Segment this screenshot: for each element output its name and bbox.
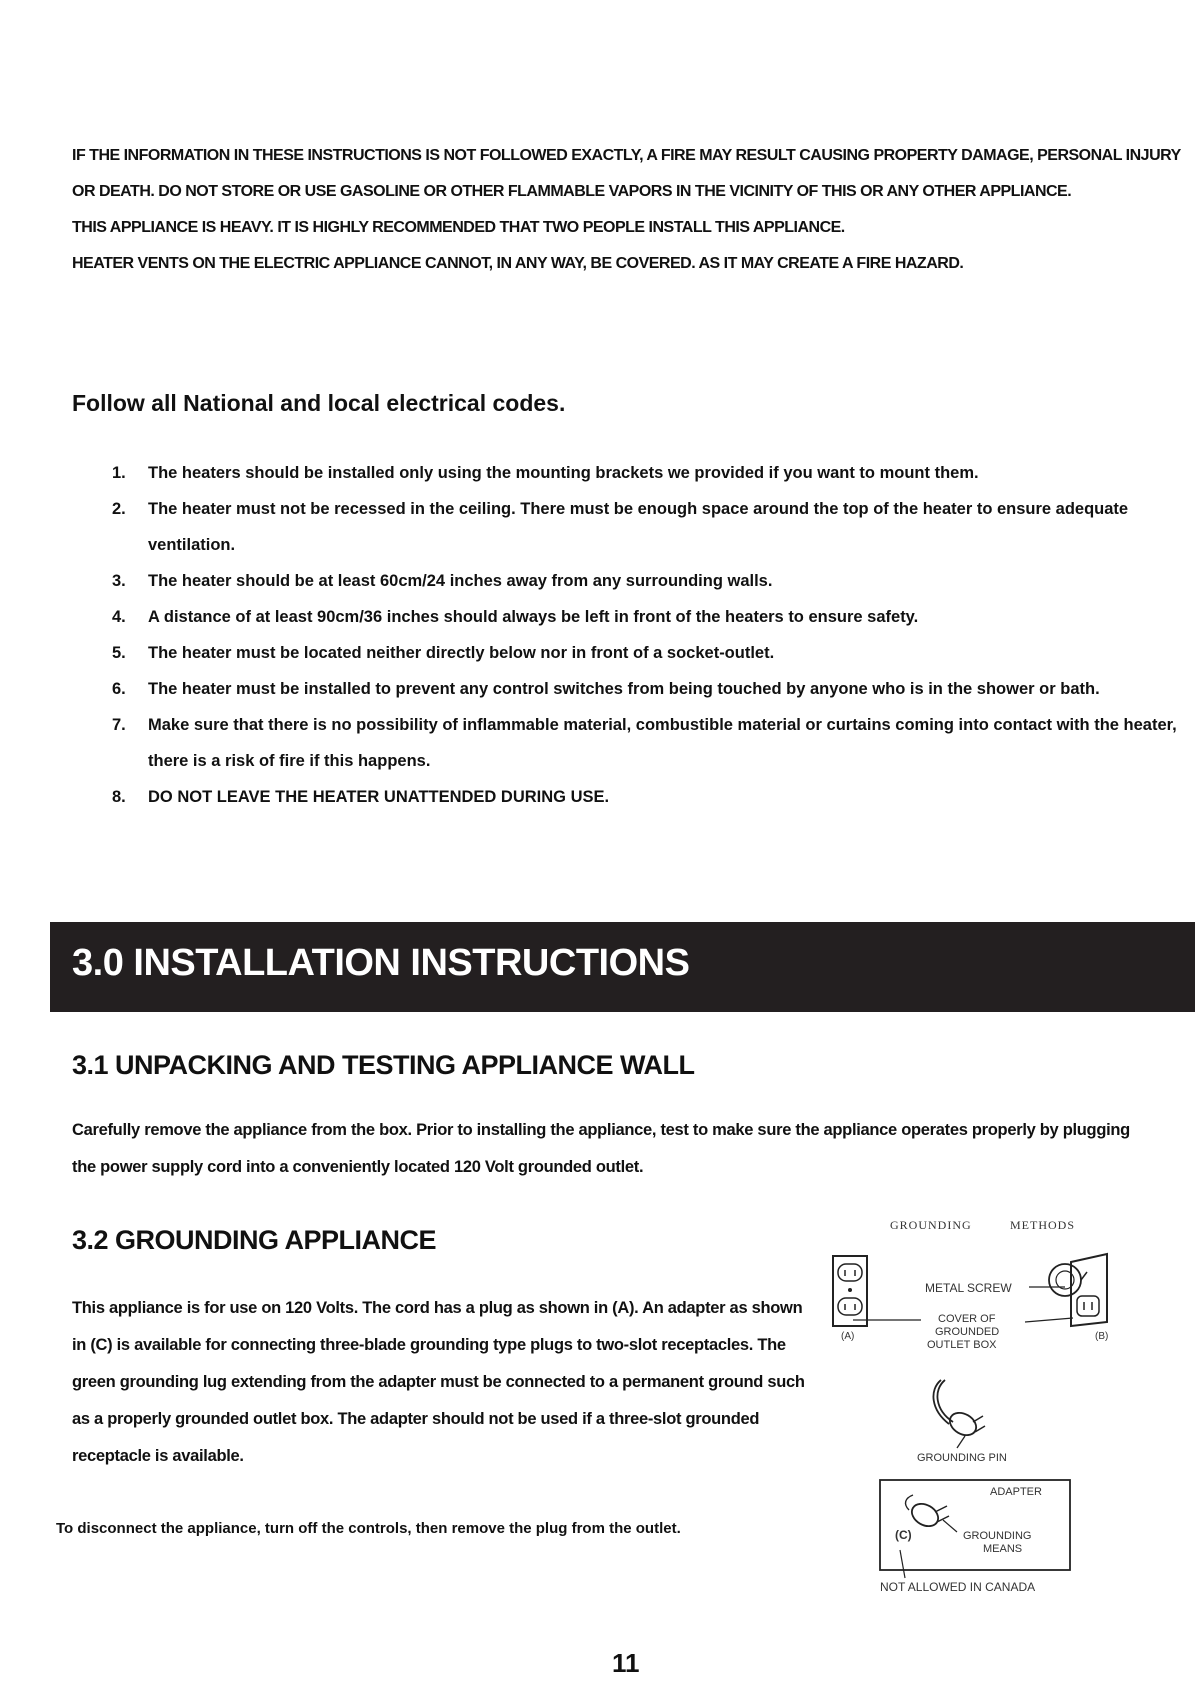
warning-block [72, 138, 1182, 282]
unpacking-paragraph: Carefully remove the appliance from the box. Prior to installing the appliance, test to make sure the appliance operates properly by plugging the power supply cord into a conveniently located 120 Volt grounded outlet. [72, 1121, 1130, 1176]
label-a: (A) [841, 1331, 855, 1342]
warning-fire: IF THE INFORMATION IN THESE INSTRUCTIONS IS NOT FOLLOWED EXACTLY, A FIRE MAY RESULT CAUSING PROPERTY DAMAGE, PERSONAL INJURY OR DEATH. DO NOT STORE OR USE GASOLINE OR OTHER FLAMMABLE VAPORS IN THE VICINITY OF THIS OR ANY OTHER APPLIANCE. [72, 147, 1181, 200]
cover-label-line3: OUTLET BOX [927, 1339, 997, 1351]
list-item [100, 671, 1190, 707]
list-item [100, 455, 1190, 491]
cover-label-line1: COVER OF [938, 1313, 996, 1325]
warning-heavy: THIS APPLIANCE IS HEAVY. IT IS HIGHLY RECOMMENDED THAT TWO PEOPLE INSTALL THIS APPLIANCE. [72, 219, 845, 236]
label-c: (C) [895, 1528, 912, 1542]
list-item-number: 5. [112, 644, 126, 662]
disconnect-note: To disconnect the appliance, turn off the controls, then remove the plug from the outlet. [56, 1520, 681, 1537]
section-banner [50, 922, 1195, 1012]
rules-list [100, 455, 1190, 815]
list-item-number: 7. [112, 716, 126, 734]
label-b: (B) [1095, 1331, 1109, 1342]
list-item-text: The heater should be at least 60cm/24 inches away from any surrounding walls. [148, 572, 773, 590]
list-item-number: 2. [112, 500, 126, 518]
list-item [100, 491, 1190, 563]
grounding-paragraph: This appliance is for use on 120 Volts. The cord has a plug as shown in (A). An adapter as shown in (C) is available for connecting three-blade grounding type plugs to two-slot receptacles. The green grounding lug extending from the adapter must be connected to a permanent ground such as a properly grounded outlet box. The adapter should not be used if a three-slot grounded receptacle is available. [72, 1299, 805, 1465]
subsection-title-grounding: 3.2 GROUNDING APPLIANCE [72, 1225, 437, 1255]
page-number: 11 [612, 1648, 640, 1678]
warning-vents: HEATER VENTS ON THE ELECTRIC APPLIANCE CANNOT, IN ANY WAY, BE COVERED. AS IT MAY CREATE A FIRE HAZARD. [72, 255, 964, 272]
list-item-text: DO NOT LEAVE THE HEATER UNATTENDED DURING USE. [148, 788, 610, 806]
grounding-means-line2: MEANS [983, 1543, 1023, 1555]
subsection-title-unpacking: 3.1 UNPACKING AND TESTING APPLIANCE WALL [72, 1050, 695, 1080]
adapter-label: ADAPTER [990, 1486, 1042, 1498]
list-item-text: Make sure that there is no possibility of inflammable material, combustible material or curtains coming into contact with the heater, there is a risk of fire if this happens. [148, 716, 1177, 770]
cover-label-line2: GROUNDED [935, 1326, 1000, 1338]
grounding-means-line1: GROUNDING [963, 1530, 1032, 1542]
list-item-number: 8. [112, 788, 126, 806]
list-item [100, 707, 1190, 779]
section-title: 3.0 INSTALLATION INSTRUCTIONS [72, 942, 690, 984]
follow-codes-heading: Follow all National and local electrical codes. [72, 390, 566, 416]
list-item [100, 779, 1190, 815]
list-item-text: The heater must not be recessed in the ceiling. There must be enough space around the top of the heater to ensure adequate ventilation. [148, 500, 1129, 554]
list-item-number: 6. [112, 680, 126, 698]
list-item [100, 635, 1190, 671]
list-item-text: The heaters should be installed only using the mounting brackets we provided if you want to mount them. [148, 464, 979, 482]
list-item [100, 563, 1190, 599]
grounding-methods-diagram [825, 1210, 1135, 1600]
not-allowed-label: NOT ALLOWED IN CANADA [880, 1580, 1036, 1594]
list-item-number: 1. [112, 464, 126, 482]
list-item-text: A distance of at least 90cm/36 inches should always be left in front of the heaters to ensure safety. [148, 608, 919, 626]
metal-screw-label: METAL SCREW [925, 1281, 1012, 1295]
list-item [100, 599, 1190, 635]
grounding-pin-label: GROUNDING PIN [917, 1452, 1007, 1464]
diagram-title-left: GROUNDING [890, 1218, 972, 1232]
diagram-title-right: METHODS [1010, 1218, 1076, 1232]
list-item-number: 3. [112, 572, 126, 590]
list-item-text: The heater must be located neither directly below nor in front of a socket-outlet. [148, 644, 775, 662]
list-item-text: The heater must be installed to prevent any control switches from being touched by anyone who is in the shower or bath. [148, 680, 1100, 698]
list-item-number: 4. [112, 608, 126, 626]
